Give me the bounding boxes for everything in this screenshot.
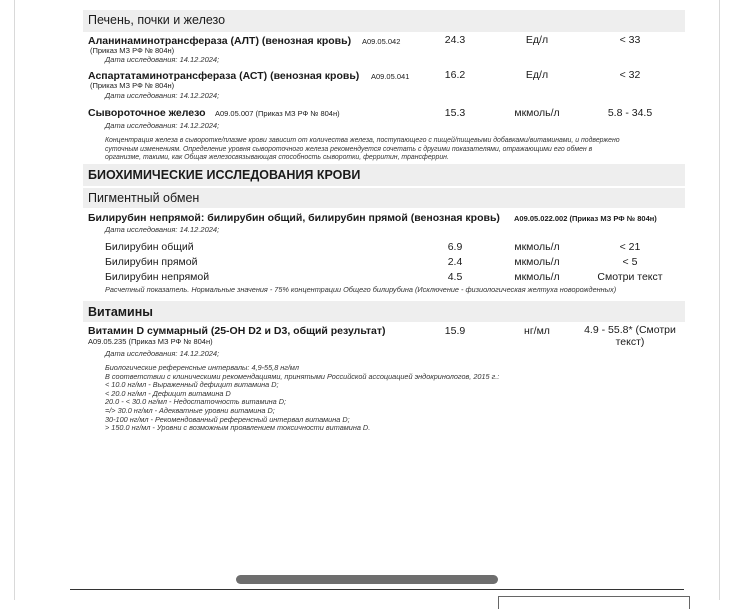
page-divider [70,589,684,590]
vitd-date: Дата исследования: 14.12.2024; [105,349,220,358]
section-title: Витамины [88,305,153,319]
bilirubin-indirect-ref: Смотри текст [597,271,663,283]
alt-test-name: Аланинаминотрансфераза (АЛТ) (венозная кровь) [88,35,352,47]
bilirubin-direct-ref: < 5 [622,256,638,268]
section-header-vitamins [83,301,685,322]
vitd-ref-line: 4.9 - 55.8* (Смотри [584,324,676,336]
vitd-test-name: Витамин D суммарный (25-ОН D2 и D3, общий результат) [88,325,386,337]
bilirubin-direct-name: Билирубин прямой [105,256,198,268]
bilirubin-total-name: Билирубин общий [105,241,194,253]
vitd-unit: нг/мл [524,325,550,337]
iron-note-line: организме, такими, как Общая железосвязывающая способность сыворотки, ферритин, трансферрин. [105,154,449,162]
alt-ref: < 33 [619,34,641,46]
bilirubin-indirect-value: 4.5 [447,271,463,283]
vitd-note-line: > 150.0 нг/мл - Уровни с возможным проявлением токсичности витамина D. [105,423,371,433]
vitd-note-line: В соответствии с клиническими рекомендациями, принятыми Российской ассоциацией эндокринологов, 2015 г.: [105,371,500,381]
vitd-note-line: 20.0 - < 30.0 нг/мл - Недостаточность витамина D; [105,397,287,407]
horizontal-scrollbar[interactable] [236,575,498,584]
bilirubin-direct-value: 2.4 [447,256,463,268]
ast-order: (Приказ МЗ РФ № 804н) [90,81,175,90]
bilirubin-direct-unit: мкмоль/л [514,256,560,268]
iron-unit: мкмоль/л [514,107,560,119]
alt-code: A09.05.042 [362,37,401,46]
iron-note-line: суточным изменениям. Определение уровня сывороточного железа рекомендуется сочетать с другими показателями, отражающими его обмен в [105,145,593,153]
bilirubin-total-value: 6.9 [447,241,463,253]
next-page-box [498,596,690,609]
section-title: Пигментный обмен [88,191,200,205]
alt-order: (Приказ МЗ РФ № 804н) [90,46,175,55]
alt-value: 24.3 [444,34,466,46]
ast-date: Дата исследования: 14.12.2024; [105,91,220,100]
alt-unit: Ед/л [525,34,549,46]
section-title: БИОХИМИЧЕСКИЕ ИССЛЕДОВАНИЯ КРОВИ [88,168,361,182]
section-header-liver [83,10,685,32]
iron-date: Дата исследования: 14.12.2024; [105,121,220,130]
bilirubin-indirect-name: Билирубин непрямой [105,271,210,283]
section-header-pigment [83,188,685,208]
vitd-value: 15.9 [444,325,466,337]
document-page [14,0,720,600]
vitd-code: A09.05.235 (Приказ МЗ РФ № 804н) [88,337,213,346]
vitd-note-line: =/> 30.0 нг/мл - Адекватные уровни витамина D; [105,405,275,415]
ast-code: A09.05.041 [371,72,410,81]
bilirubin-total-ref: < 21 [619,241,641,253]
iron-note [105,137,620,163]
iron-note-line: Концентрация железа в сыворотке/плазме крови зависит от количества железа, поступающего с пищей/пищевыми добавками/витаминами, и подвержено [105,137,620,144]
vitd-note-line: 30-100 нг/мл - Рекомендованный референсный интервал витамина D; [105,414,350,424]
vitd-note [105,364,499,433]
iron-value: 15.3 [444,107,466,119]
vitd-ref [582,324,678,348]
iron-test-name: Сывороточное железо [88,107,206,119]
iron-code: A09.05.007 (Приказ МЗ РФ № 804н) [215,109,340,118]
bilirubin-total-unit: мкмоль/л [514,241,560,253]
vitd-note-line: < 10.0 нг/мл - Выраженный дефицит витамина D; [105,380,279,390]
section-title: Печень, почки и железо [88,13,226,27]
ast-test-name: Аспартатаминотрансфераза (АСТ) (венозная кровь) [88,70,360,82]
bilirubin-note: Расчетный показатель. Нормальные значения - 75% концентрации Общего билирубина (Исключение - физиологическая желтуха новорожденных) [105,285,617,294]
ast-unit: Ед/л [525,69,549,81]
section-header-biochem [83,164,685,186]
iron-ref: 5.8 - 34.5 [607,107,653,119]
alt-date: Дата исследования: 14.12.2024; [105,55,220,64]
ast-ref: < 32 [619,69,641,81]
vitd-ref-line: текст) [615,336,645,348]
bilirubin-code: A09.05.022.002 (Приказ МЗ РФ № 804н) [514,214,657,223]
ast-value: 16.2 [444,69,466,81]
vitd-note-line: Биологические референсные интервалы: 4,9-55,8 нг/мл [105,363,300,372]
bilirubin-date: Дата исследования: 14.12.2024; [105,225,220,234]
bilirubin-test-name: Билирубин непрямой: билирубин общий, билирубин прямой (венозная кровь) [88,212,500,224]
bilirubin-indirect-unit: мкмоль/л [514,271,560,283]
vitd-note-line: < 20.0 нг/мл - Дефицит витамина D [105,388,231,398]
